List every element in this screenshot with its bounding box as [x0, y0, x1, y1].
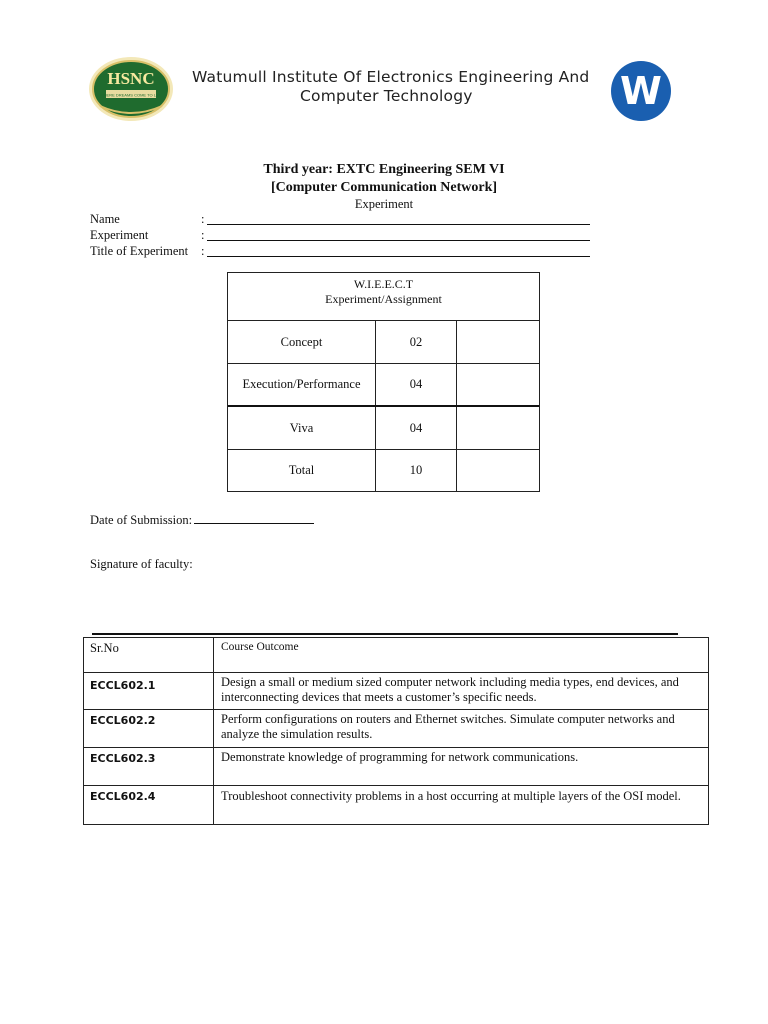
course-outcomes-header-row: [84, 638, 708, 673]
w-logo: [610, 60, 672, 122]
name-label: Name: [90, 212, 120, 226]
title-of-experiment-label: Title of Experiment: [90, 244, 189, 258]
outcome-text: Demonstrate knowledge of programming for network communications.: [221, 750, 579, 764]
experiment-colon: :: [201, 228, 205, 242]
course-outcomes-table: [83, 637, 709, 825]
marks-row-label: Execution/Performance: [228, 363, 376, 405]
outcome-code: ECCL602.1: [84, 673, 214, 709]
outcome-code: ECCL602.2: [84, 710, 214, 747]
table-row: [84, 673, 708, 710]
table-row: [84, 710, 708, 748]
marks-table-caption-line1: W.I.E.E.C.T: [353, 277, 414, 291]
marks-row-viva: [228, 407, 539, 450]
title-fill-line[interactable]: [207, 256, 590, 257]
table-row: [84, 748, 708, 786]
experiment-field-row: [90, 228, 600, 244]
experiment-fill-line[interactable]: [207, 240, 590, 241]
marks-row-max: 10: [376, 449, 457, 491]
date-of-submission-label: Date of Submission:: [90, 513, 193, 527]
signature-of-faculty-label: Signature of faculty:: [90, 557, 193, 571]
section-divider: [92, 633, 678, 635]
outcome-text: Perform configurations on routers and Ethernet switches. Simulate computer networks and analyze the simulation results.: [221, 712, 675, 741]
sr-no-header: Sr.No: [84, 638, 214, 672]
marks-row-obtained[interactable]: [457, 449, 540, 491]
outcome-code: ECCL602.3: [84, 748, 214, 785]
marks-row-obtained[interactable]: [457, 321, 540, 363]
marks-row-concept: [228, 321, 539, 364]
marks-row-max: 02: [376, 321, 457, 363]
marks-table-caption-line2: Experiment/Assignment: [325, 292, 442, 306]
outcome-text: Troubleshoot connectivity problems in a host occurring at multiple layers of the OSI model.: [221, 789, 681, 803]
marks-row-total: [228, 449, 539, 491]
name-field-row: [90, 212, 600, 228]
marks-table: [227, 272, 540, 492]
course-subject-title: [Computer Communication Network]: [270, 180, 498, 195]
marks-row-obtained[interactable]: [457, 363, 540, 405]
name-colon: :: [201, 212, 205, 226]
marks-row-label: Viva: [228, 407, 376, 449]
hsnc-logo-text: HSNC: [107, 69, 155, 88]
w-logo-text: W: [620, 69, 662, 113]
course-year-title: Third year: EXTC Engineering SEM VI: [263, 162, 505, 177]
marks-row-label: Concept: [228, 321, 376, 363]
outcome-code: ECCL602.4: [84, 786, 214, 824]
hsnc-logo: [88, 56, 174, 122]
institute-name-line2: Computer Technology: [300, 87, 473, 105]
institute-name-line1: Watumull Institute Of Electronics Engineering And: [192, 68, 590, 86]
marks-table-caption: [228, 273, 539, 321]
hsnc-logo-tagline: WHERE DREAMS COME TO LIFE: [99, 92, 163, 98]
date-of-submission: [90, 511, 314, 528]
course-outcome-header: Course Outcome: [221, 641, 299, 653]
marks-row-max: 04: [376, 407, 457, 449]
title-colon: :: [201, 244, 205, 258]
table-row: [84, 786, 708, 824]
experiment-heading: Experiment: [354, 197, 414, 211]
marks-row-max: 04: [376, 363, 457, 405]
name-fill-line[interactable]: [207, 224, 590, 225]
date-fill-line[interactable]: [194, 511, 314, 524]
marks-row-execution: [228, 363, 539, 407]
marks-row-obtained[interactable]: [457, 407, 540, 449]
experiment-label: Experiment: [90, 228, 149, 242]
outcome-text: Design a small or medium sized computer network including media types, end devices, and interconnecting devices that meets a customer’s specific needs.: [221, 675, 679, 704]
title-field-row: [90, 244, 600, 260]
institute-name: [192, 68, 592, 106]
marks-row-label: Total: [228, 449, 376, 491]
